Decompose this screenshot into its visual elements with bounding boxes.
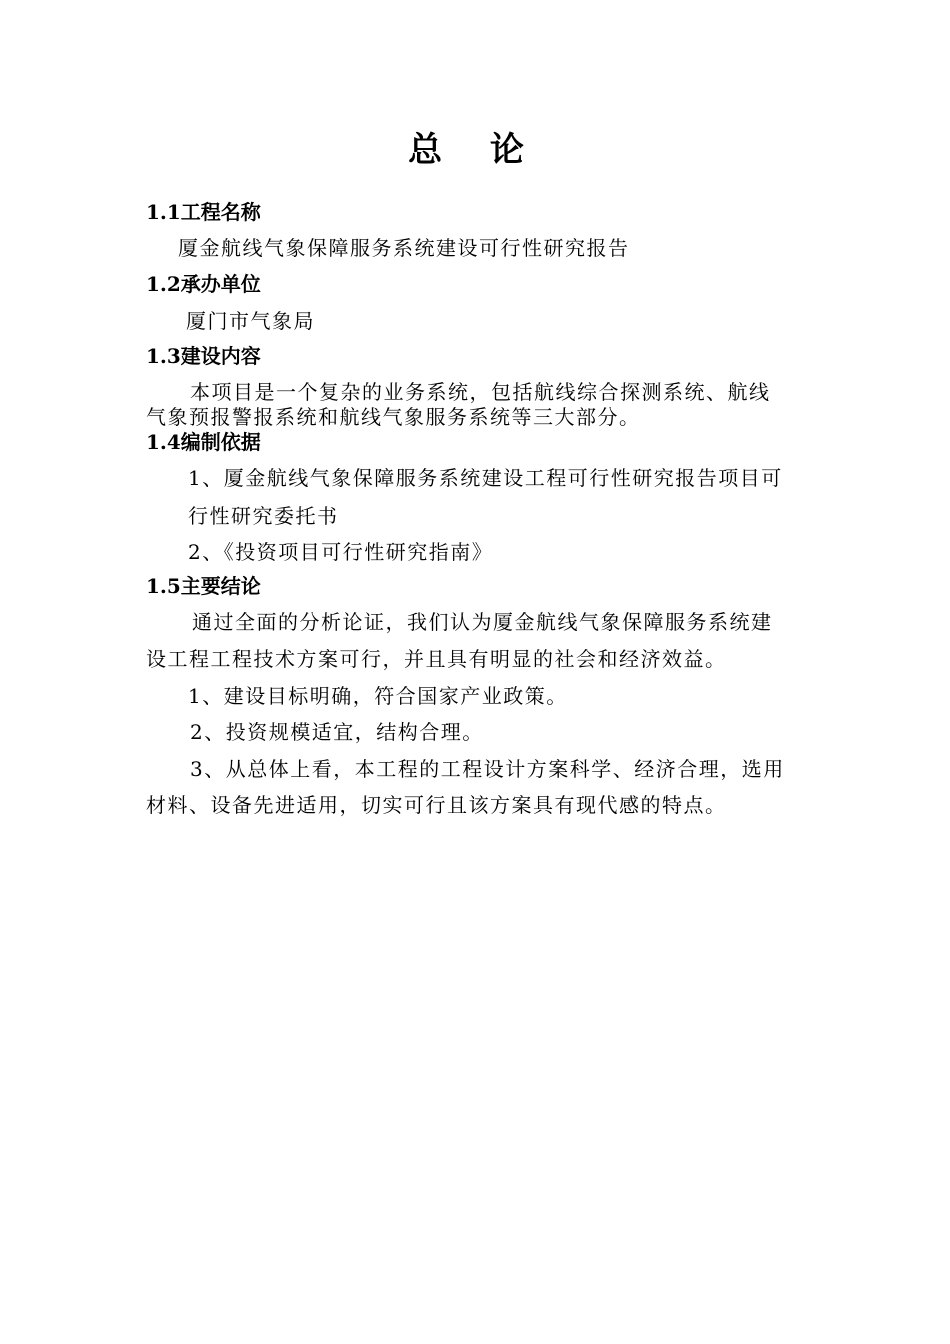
document-title: 总 论 bbox=[408, 130, 542, 170]
section-heading-1-1: 1.1工程名称 bbox=[146, 200, 261, 224]
section-1-2-text: 厦门市气象局 bbox=[186, 309, 315, 333]
section-1-5-point-1: 1、建设目标明确，符合国家产业政策。 bbox=[188, 684, 568, 708]
section-1-5-point-3-line-1: 3、从总体上看，本工程的工程设计方案科学、经济合理，选用 bbox=[190, 757, 785, 781]
section-1-1-text: 厦金航线气象保障服务系统建设可行性研究报告 bbox=[178, 236, 630, 260]
section-1-5-text-line-1: 通过全面的分析论证，我们认为厦金航线气象保障服务系统建 bbox=[192, 610, 773, 634]
section-1-3-text-line-1: 本项目是一个复杂的业务系统，包括航线综合探测系统、航线 bbox=[190, 380, 771, 404]
section-1-5-point-2: 2、投资规模适宜，结构合理。 bbox=[190, 720, 484, 744]
section-heading-1-4: 1.4编制依据 bbox=[146, 430, 261, 454]
section-heading-1-3: 1.3建设内容 bbox=[146, 344, 261, 368]
section-1-5-text-line-2: 设工程工程技术方案可行，并且具有明显的社会和经济效益。 bbox=[146, 647, 727, 671]
section-heading-1-2: 1.2承办单位 bbox=[146, 272, 261, 296]
section-1-4-item-1-line-1: 1、厦金航线气象保障服务系统建设工程可行性研究报告项目可 bbox=[188, 466, 783, 490]
section-1-5-point-3-line-2: 材料、设备先进适用，切实可行且该方案具有现代感的特点。 bbox=[146, 793, 727, 817]
section-1-4-item-2: 2、《投资项目可行性研究指南》 bbox=[188, 540, 494, 564]
section-heading-1-5: 1.5主要结论 bbox=[146, 574, 261, 598]
section-1-4-item-1-line-2: 行性研究委托书 bbox=[188, 504, 339, 528]
section-1-3-text-line-2: 气象预报警报系统和航线气象服务系统等三大部分。 bbox=[146, 405, 641, 429]
